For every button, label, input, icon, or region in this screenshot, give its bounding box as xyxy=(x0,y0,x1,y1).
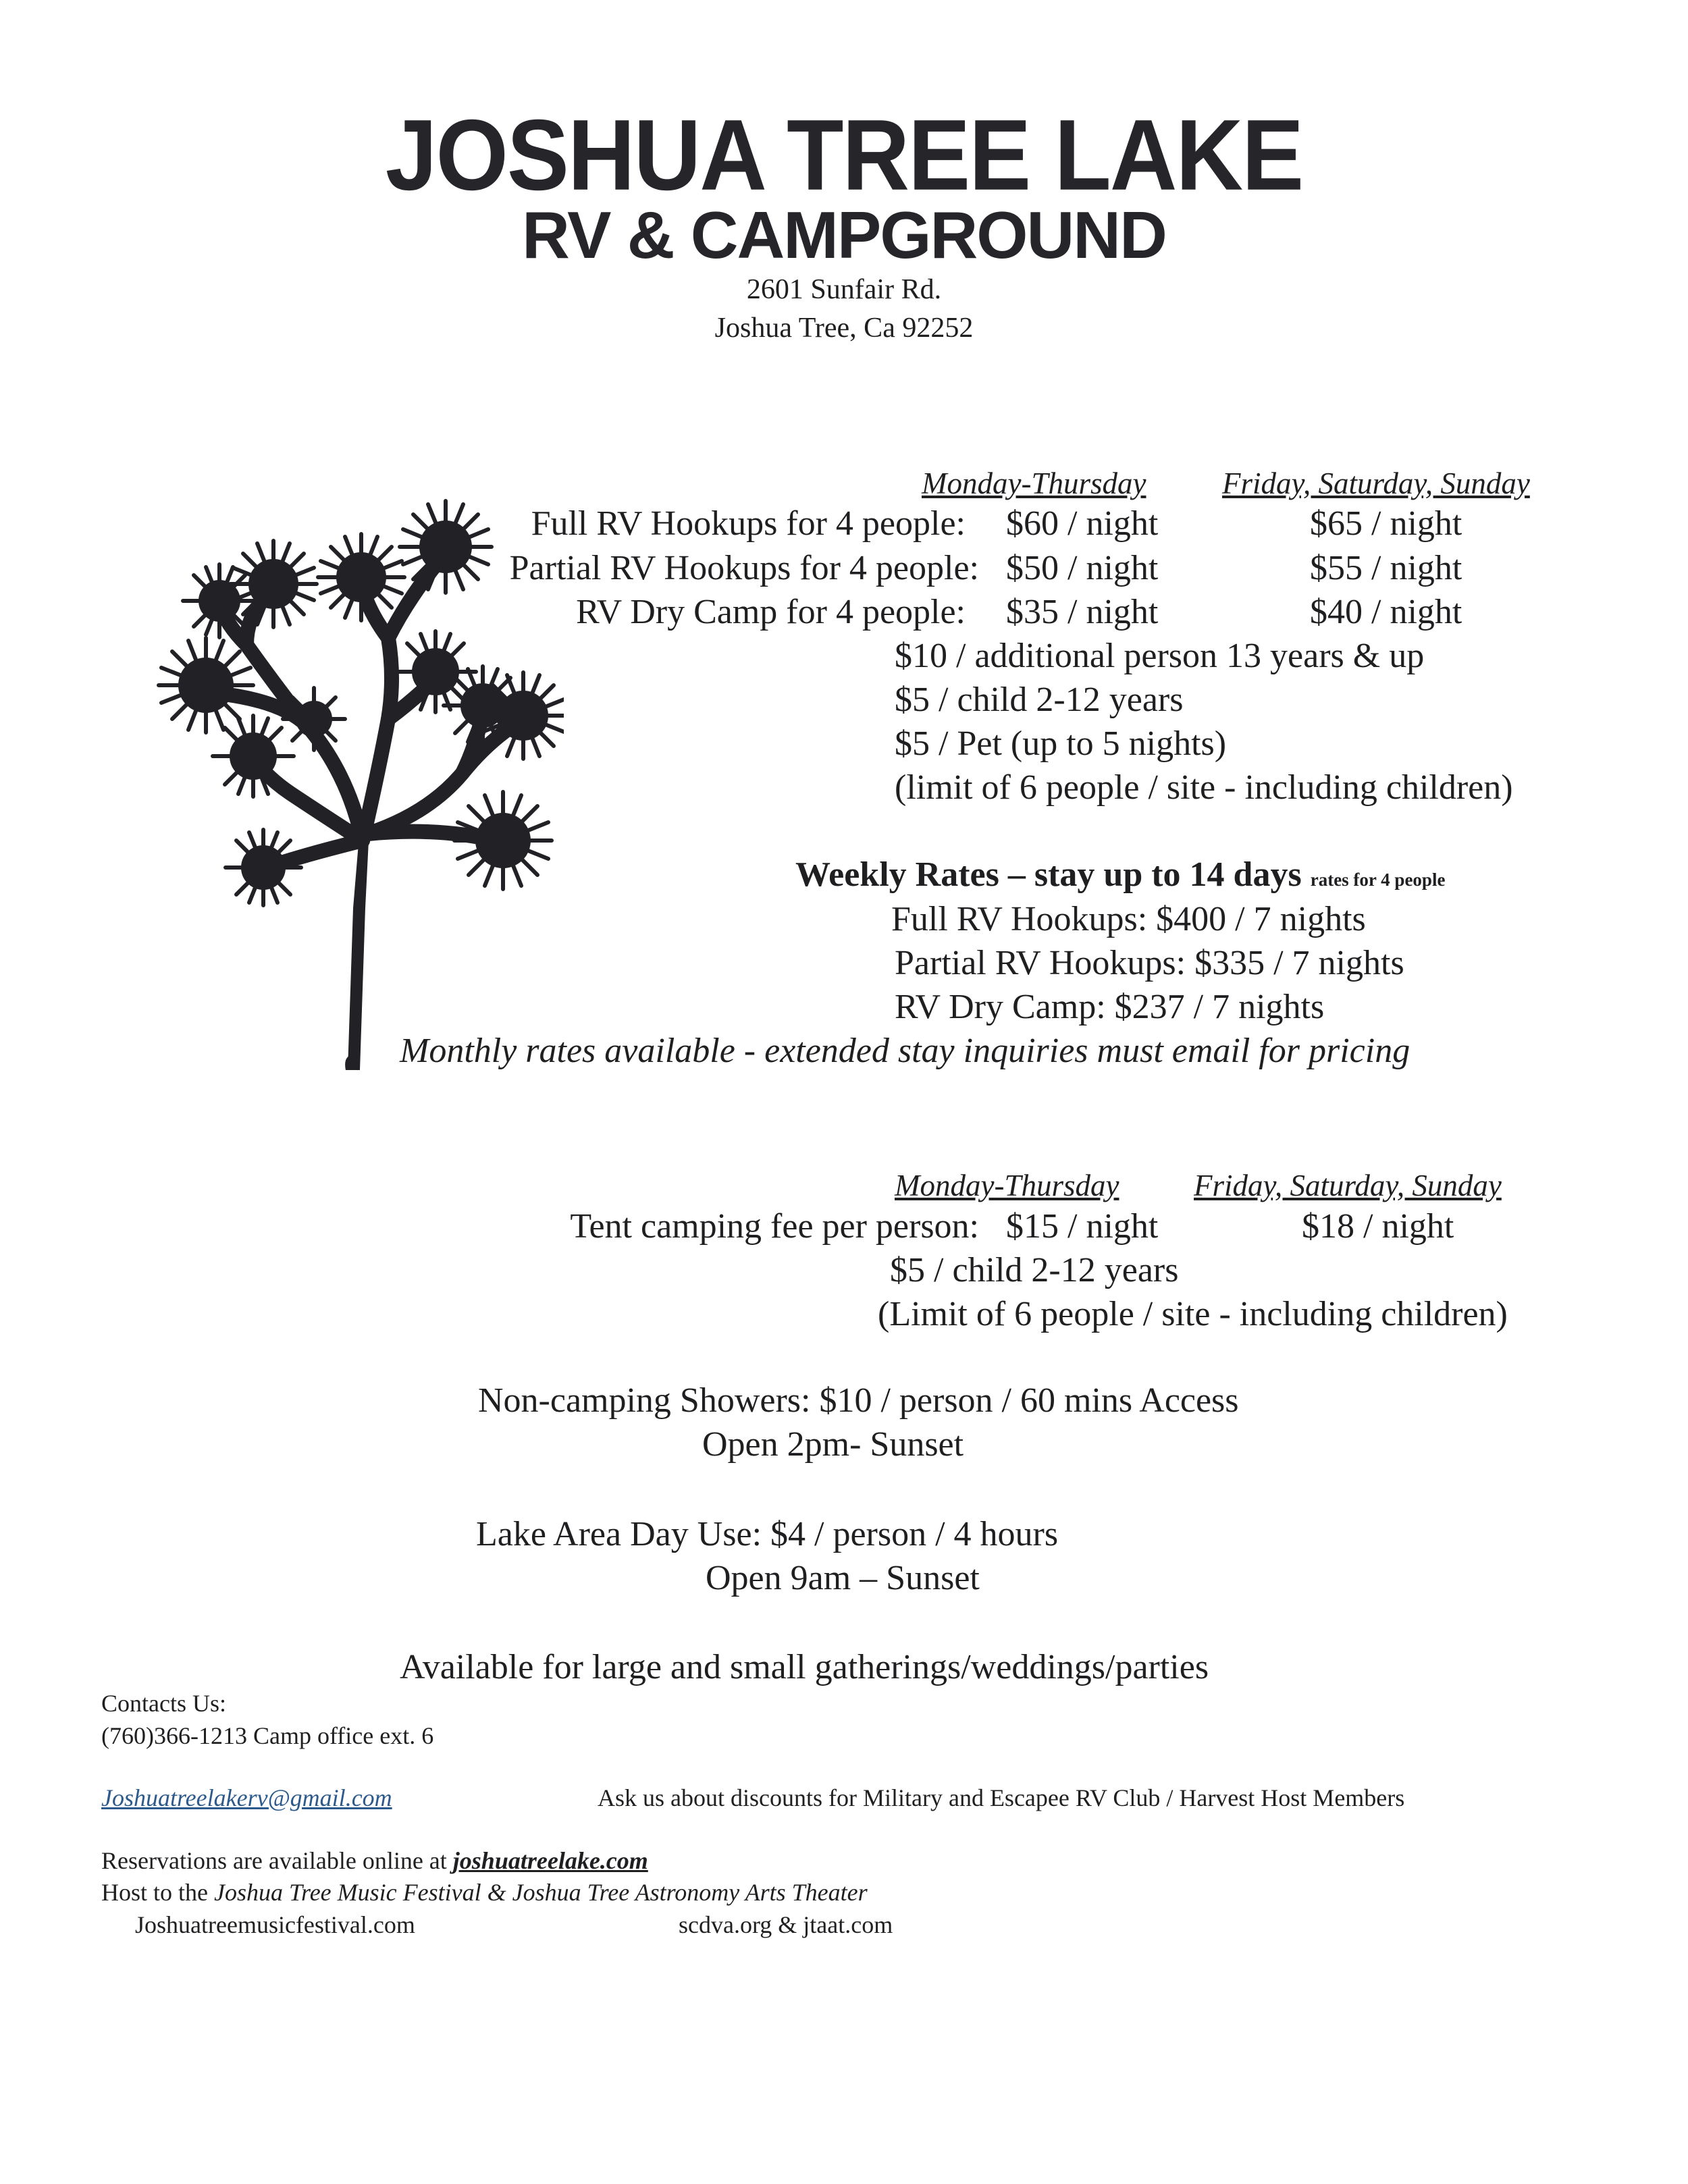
rv-rate-weekday: $50 / night xyxy=(1006,549,1159,587)
address-line-1: 2601 Sunfair Rd. xyxy=(746,274,942,305)
joshua-tree-icon xyxy=(145,476,564,1070)
rv-rate-weekend: $55 / night xyxy=(1310,549,1462,587)
tent-child-fee: $5 / child 2-12 years xyxy=(890,1251,1179,1289)
rv-rate-weekend: $40 / night xyxy=(1310,593,1462,631)
rv-col-header-weekend: Friday, Saturday, Sunday xyxy=(1222,467,1530,500)
day-use-fee: Lake Area Day Use: $4 / person / 4 hours xyxy=(476,1515,1059,1553)
host-events: Joshua Tree Music Festival & Joshua Tree Astronomy Arts Theater xyxy=(214,1879,868,1906)
host-line: Host to the Joshua Tree Music Festival & Joshua Tree Astronomy Arts Theater xyxy=(101,1879,868,1906)
rv-rate-weekday: $35 / night xyxy=(1006,593,1159,631)
contact-heading: Contacts Us: xyxy=(101,1690,226,1717)
weekly-rate-item: RV Dry Camp: $237 / 7 nights xyxy=(895,988,1325,1026)
rv-rate-weekday: $60 / night xyxy=(1006,504,1159,543)
rv-rate-label: Full RV Hookups for 4 people: xyxy=(531,504,966,543)
tent-col-header-weekend: Friday, Saturday, Sunday xyxy=(1194,1169,1502,1202)
weekly-rate-item: Full RV Hookups: $400 / 7 nights xyxy=(891,900,1366,938)
tent-col-header-weekday: Monday-Thursday xyxy=(895,1169,1119,1202)
rv-col-header-weekday: Monday-Thursday xyxy=(922,467,1146,500)
rv-extra-fee: $5 / child 2-12 years xyxy=(895,681,1184,719)
contact-phone[interactable]: (760)366-1213 Camp office ext. 6 xyxy=(101,1722,434,1749)
day-use-hours: Open 9am – Sunset xyxy=(706,1559,980,1597)
rv-rate-label: RV Dry Camp for 4 people: xyxy=(576,593,966,631)
discount-note: Ask us about discounts for Military and Escapee RV Club / Harvest Host Members xyxy=(598,1784,1405,1811)
festival-site-link[interactable]: Joshuatreemusicfestival.com xyxy=(135,1911,415,1938)
reservations-site-link[interactable]: joshuatreelake.com xyxy=(452,1847,648,1874)
rv-extra-fee: $5 / Pet (up to 5 nights) xyxy=(895,724,1227,763)
rv-site-limit: (limit of 6 people / site - including children) xyxy=(895,768,1513,807)
address-line-2: Joshua Tree, Ca 92252 xyxy=(714,313,974,344)
weekly-rates-heading: Weekly Rates – stay up to 14 days rates for 4 people xyxy=(795,855,1446,894)
tent-site-limit: (Limit of 6 people / site - including children) xyxy=(878,1295,1508,1333)
weekly-rate-item: Partial RV Hookups: $335 / 7 nights xyxy=(895,944,1404,982)
page-subtitle: RV & CAMPGROUND xyxy=(522,198,1166,272)
monthly-rates-note: Monthly rates available - extended stay inquiries must email for pricing xyxy=(400,1032,1410,1070)
gatherings-note: Available for large and small gatherings/weddings/parties xyxy=(400,1648,1209,1686)
weekly-rates-note: rates for 4 people xyxy=(1310,870,1446,890)
contact-email-link[interactable]: Joshuatreelakerv@gmail.com xyxy=(101,1784,392,1811)
showers-hours: Open 2pm- Sunset xyxy=(702,1425,964,1464)
rv-rate-label: Partial RV Hookups for 4 people: xyxy=(509,549,979,587)
rv-rate-weekend: $65 / night xyxy=(1310,504,1462,543)
reservations-line: Reservations are available online at joshuatreelake.com xyxy=(101,1847,648,1874)
tent-rate-label: Tent camping fee per person: xyxy=(570,1207,979,1246)
page-title: JOSHUA TREE LAKE xyxy=(385,99,1303,212)
tent-rate-weekend: $18 / night xyxy=(1302,1207,1454,1246)
showers-fee: Non-camping Showers: $10 / person / 60 mins Access xyxy=(478,1381,1239,1420)
tent-rate-weekday: $15 / night xyxy=(1006,1207,1159,1246)
astronomy-site-link[interactable]: scdva.org & jtaat.com xyxy=(679,1911,893,1938)
rv-extra-fee: $10 / additional person 13 years & up xyxy=(895,637,1425,675)
